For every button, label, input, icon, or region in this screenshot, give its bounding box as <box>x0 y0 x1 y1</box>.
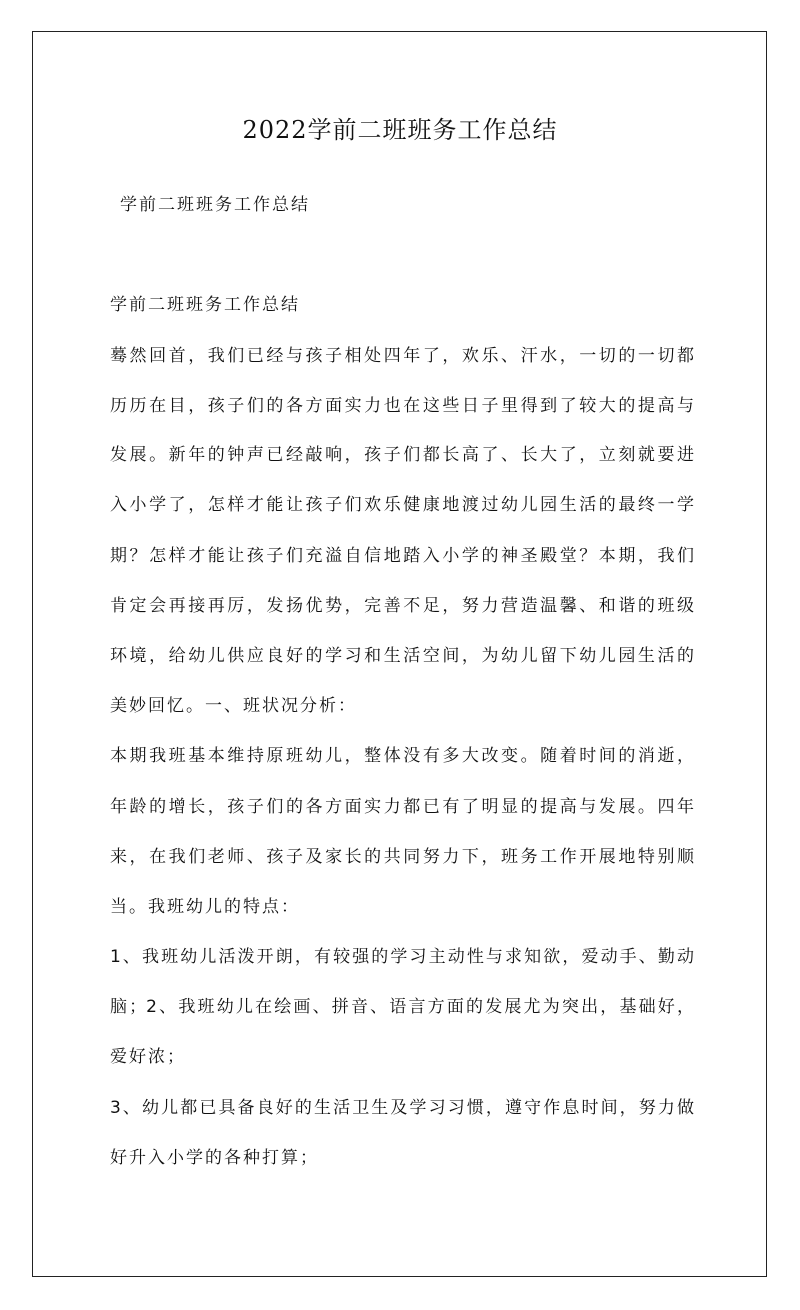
body-line: 1、我班幼儿活泼开朗，有较强的学习主动性与求知欲，爱动手、勤动 <box>110 947 694 967</box>
body-line: 年龄的增长，孩子们的各方面实力都已有了明显的提高与发展。四年 <box>110 797 694 817</box>
body-line: 来，在我们老师、孩子及家长的共同努力下，班务工作开展地特别顺 <box>110 847 694 867</box>
document-subtitle: 学前二班班务工作总结 <box>120 195 310 215</box>
body-line: 3、幼儿都已具备良好的生活卫生及学习习惯，遵守作息时间，努力做 <box>110 1098 694 1118</box>
body-line: 环境，给幼儿供应良好的学习和生活空间，为幼儿留下幼儿园生活的 <box>110 646 694 666</box>
body-line: 美妙回忆。一、班状况分析： <box>110 696 357 716</box>
body-line: 发展。新年的钟声已经敲响，孩子们都长高了、长大了，立刻就要进 <box>110 445 694 465</box>
section-heading: 学前二班班务工作总结 <box>110 295 300 315</box>
document-title: 2022学前二班班务工作总结 <box>242 116 558 144</box>
body-line: 入小学了，怎样才能让孩子们欢乐健康地渡过幼儿园生活的最终一学 <box>110 495 694 515</box>
body-line: 本期我班基本维持原班幼儿，整体没有多大改变。随着时间的消逝， <box>110 746 694 766</box>
body-line: 脑；2、我班幼儿在绘画、拼音、语言方面的发展尤为突出，基础好， <box>110 997 694 1017</box>
body-line: 肯定会再接再厉，发扬优势，完善不足，努力营造温馨、和谐的班级 <box>110 596 694 616</box>
body-line: 期？怎样才能让孩子们充溢自信地踏入小学的神圣殿堂？本期，我们 <box>110 546 694 566</box>
body-line: 历历在目，孩子们的各方面实力也在这些日子里得到了较大的提高与 <box>110 396 694 416</box>
body-line: 好升入小学的各种打算； <box>110 1148 319 1168</box>
body-line: 蓦然回首，我们已经与孩子相处四年了，欢乐、汗水，一切的一切都 <box>110 346 694 366</box>
body-line: 爱好浓； <box>110 1047 186 1067</box>
body-line: 当。我班幼儿的特点： <box>110 897 300 917</box>
